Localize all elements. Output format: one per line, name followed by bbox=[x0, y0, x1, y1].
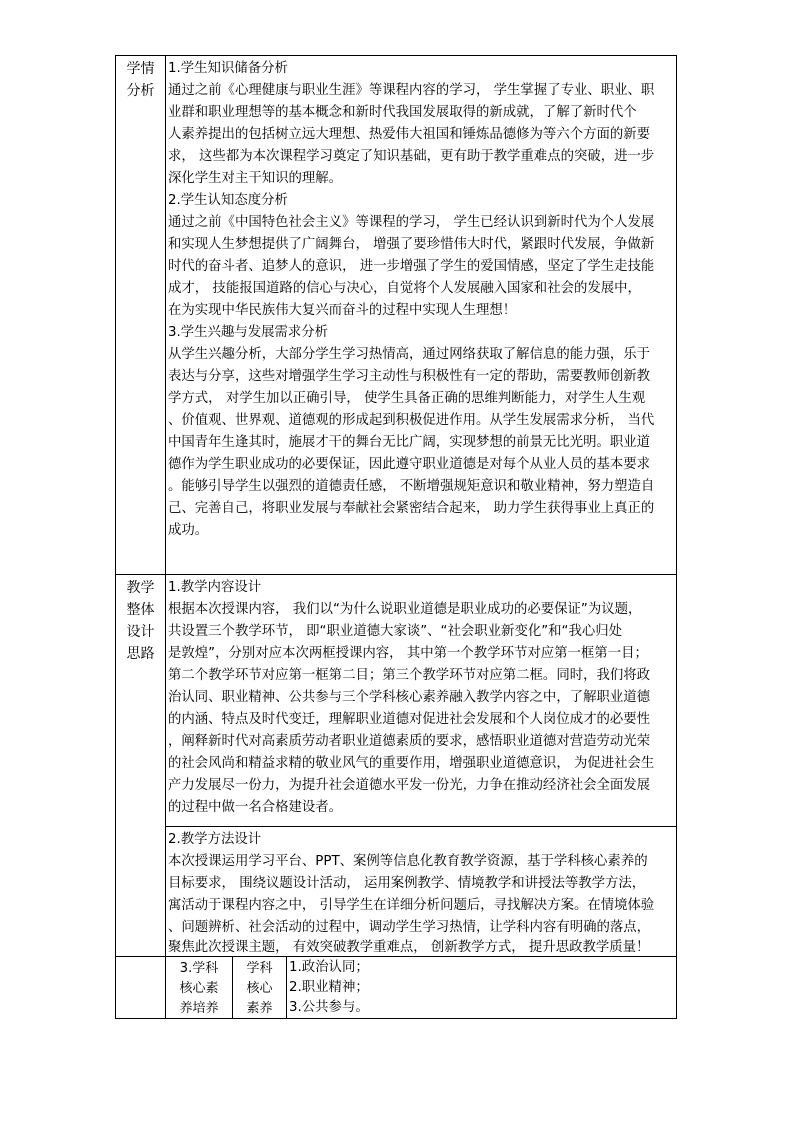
section-label-core-literacy: 学科 核心 素养 bbox=[246, 961, 273, 1016]
paragraph-line: 。能够引导学生以强烈的道德责任感， 不断增强规矩意识和敬业精神，努力塑造自 bbox=[168, 479, 655, 494]
table-divider bbox=[115, 574, 677, 575]
paragraph-line: 通过之前《中国特色社会主义》等课程的学习， 学生已经认识到新时代为个人发展 bbox=[168, 215, 655, 230]
paragraph-line: 德作为学生职业成功的必要保证，因此遵守职业道德是对每个从业人员的基本要求 bbox=[168, 457, 651, 472]
paragraph-line: 治认同、职业精神、公共参与三个学科核心素养融入教学内容之中，了解职业道德 bbox=[168, 690, 651, 705]
core-item: 1.政治认同； bbox=[289, 960, 369, 975]
paragraph-line: 人素养提出的包括树立远大理想、热爱伟大祖国和锤炼品德修为等六个方面的新要 bbox=[168, 127, 651, 142]
table-divider bbox=[165, 55, 166, 1018]
paragraph-line: 的内涵、特点及时代变迁，理解职业道德对促进社会发展和个人岗位成才的必要性 bbox=[168, 712, 651, 727]
paragraph-line: 学方式， 对学生加以正确引导， 使学生具备正确的思维判断能力，对学生人生观 bbox=[168, 391, 646, 406]
paragraph-line: 从学生兴趣分析，大部分学生学习热情高，通过网络获取了解信息的能力强，乐于 bbox=[168, 347, 651, 362]
heading-method-design: 2.教学方法设计 bbox=[168, 832, 262, 847]
table-border bbox=[115, 55, 116, 1018]
core-item: 2.职业精神； bbox=[289, 980, 369, 995]
heading-knowledge: 1.学生知识储备分析 bbox=[168, 61, 288, 76]
section-label-design: 教学 整体 设计 思路 bbox=[126, 580, 155, 662]
paragraph-line: 、价值观、世界观、道德观的形成起到积极促进作用。从学生发展需求分析， 当代 bbox=[168, 413, 655, 428]
table-divider bbox=[165, 826, 677, 827]
paragraph-line: 目标要求， 围绕议题设计活动， 运用案例教学、情境教学和讲授法等教学方法， bbox=[168, 876, 646, 891]
paragraph-line: 在为实现中华民族伟大复兴而奋斗的过程中实现人生理想！ bbox=[168, 303, 517, 318]
paragraph-line: 通过之前《心理健康与职业生涯》等课程内容的学习， 学生掌握了专业、职业、职 bbox=[168, 83, 655, 98]
paragraph-line: 成才， 技能报国道路的信心与决心，自觉将个人发展融入国家和社会的发展中， bbox=[168, 281, 641, 296]
paragraph-line: 共设置三个教学环节， 即“职业道德大家谈”、“社会职业新变化”和“我心归处 bbox=[168, 624, 623, 639]
paragraph-line: 本次授课运用学习平台、PPT、案例等信息化教育教学资源，基于学科核心素养的 bbox=[168, 854, 648, 869]
paragraph-line: 的过程中做一名合格建设者。 bbox=[168, 800, 343, 815]
table-border bbox=[676, 55, 677, 1018]
heading-interest: 3.学生兴趣与发展需求分析 bbox=[168, 325, 329, 340]
paragraph-line: 中国青年生逢其时，施展才干的舞台无比广阔，实现梦想的前景无比光明。职业道 bbox=[168, 435, 651, 450]
paragraph-line: 表达与分享，这些对增强学生学习主动性与积极性有一定的帮助，需要教师创新教 bbox=[168, 369, 651, 384]
paragraph-line: 深化学生对主干知识的理解。 bbox=[168, 171, 343, 186]
section-label-core-cultivation: 3.学科 核心素 养培养 bbox=[179, 961, 219, 1016]
paragraph-line: 求， 这些都为本次课程学习奠定了知识基础，更有助于教学重难点的突破，进一步 bbox=[168, 149, 655, 164]
paragraph-line: 己、完善自己，将职业发展与奉献社会紧密结合起来， 助力学生获得事业上真正的 bbox=[168, 501, 655, 516]
paragraph-line: 根据本次授课内容， 我们以“为什么说职业道德是职业成功的必要保证”为议题， bbox=[168, 602, 642, 617]
paragraph-line: 业群和职业理想等的基本概念和新时代我国发展取得的新成就，了解了新时代个 bbox=[168, 105, 637, 120]
paragraph-line: 、问题辨析、社会活动的过程中，调动学生学习热情，让学科内容有明确的落点， bbox=[168, 920, 651, 935]
paragraph-line: 成功。 bbox=[168, 523, 209, 538]
paragraph-line: 第二个教学环节对应第一框第二目；第三个教学环节对应第二框。同时，我们将政 bbox=[168, 668, 651, 683]
paragraph-line: 是敦煌”，分别对应本次两框授课内容， 其中第一个教学环节对应第一框第一目； bbox=[168, 646, 648, 661]
paragraph-line: 的社会风尚和精益求精的敬业风气的重要作用，增强职业道德意识， 为促进社会生 bbox=[168, 756, 655, 771]
paragraph-line: 时代的奋斗者、追梦人的意识， 进一步增强了学生的爱国情感，坚定了学生走技能 bbox=[168, 259, 655, 274]
heading-content-design: 1.教学内容设计 bbox=[168, 580, 262, 595]
paragraph-line: 聚焦此次授课主题， 有效突破教学重难点， 创新教学方式， 提升思政教学质量！ bbox=[168, 940, 650, 955]
core-item: 3.公共参与。 bbox=[289, 1000, 369, 1015]
paragraph-line: 产力发展尽一份力，为提升社会道德水平发一份光，力争在推动经济社会全面发展 bbox=[168, 778, 651, 793]
paragraph-line: ，阐释新时代对高素质劳动者职业道德素质的要求，感悟职业道德对营造劳动光荣 bbox=[168, 734, 651, 749]
paragraph-line: 和实现人生梦想提供了广阔舞台， 增强了要珍惜伟大时代，紧跟时代发展，争做新 bbox=[168, 237, 655, 252]
section-label-learning: 学情 分析 bbox=[126, 61, 155, 99]
table-border bbox=[115, 55, 677, 56]
table-divider bbox=[286, 956, 287, 1018]
heading-attitude: 2.学生认知态度分析 bbox=[168, 193, 288, 208]
paragraph-line: 寓活动于课程内容之中， 引导学生在详细分析问题后，寻找解决方案。在情境体验 bbox=[168, 898, 655, 913]
